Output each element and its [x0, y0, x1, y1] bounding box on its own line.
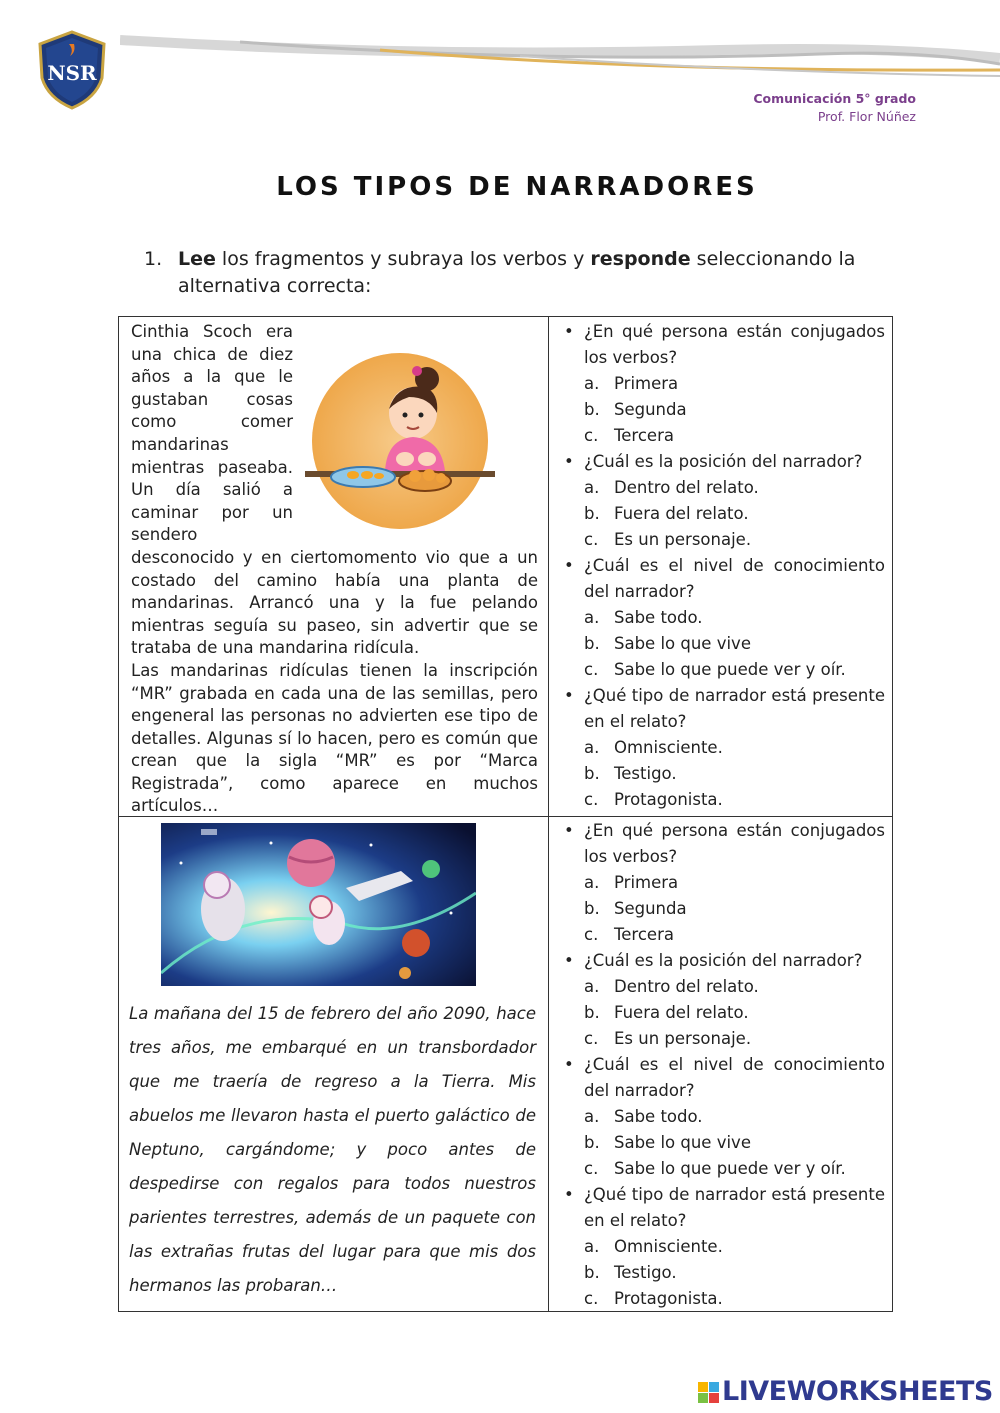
questions-fragment-2	[560, 818, 885, 1312]
space-astronauts-illustration	[161, 823, 476, 986]
school-logo	[36, 30, 108, 110]
bullet-icon: •	[564, 686, 574, 705]
question-text: ¿Cuál es la posición del narrador?	[584, 951, 863, 970]
option-text: Dentro del relato.	[614, 478, 759, 497]
option-text: Tercera	[614, 925, 674, 944]
option-text: Sabe lo que puede ver y oír.	[614, 660, 846, 679]
option-letter: b.	[584, 400, 600, 419]
answer-option[interactable]	[560, 397, 885, 423]
instruction-bold-responde: responde	[590, 248, 691, 270]
question-text: ¿Cuál es el nivel de conocimiento del narrador?	[584, 1055, 885, 1100]
answer-option[interactable]	[560, 527, 885, 553]
questions-fragment-1	[560, 319, 885, 813]
answer-option[interactable]	[560, 735, 885, 761]
option-text: Dentro del relato.	[614, 977, 759, 996]
option-text: Sabe lo que vive	[614, 1133, 751, 1152]
option-letter: b.	[584, 764, 600, 783]
worksheet-table	[118, 316, 893, 1312]
bullet-icon: •	[564, 1055, 574, 1074]
course-teacher: Prof. Flor Núñez	[817, 109, 916, 124]
answer-option[interactable]	[560, 974, 885, 1000]
question	[560, 683, 885, 735]
instruction	[144, 246, 874, 300]
option-text: Tercera	[614, 426, 674, 445]
option-letter: c.	[584, 925, 599, 944]
instruction-number: 1.	[144, 248, 163, 270]
bullet-icon: •	[564, 322, 574, 341]
answer-option[interactable]	[560, 1130, 885, 1156]
answer-option[interactable]	[560, 1026, 885, 1052]
question-text: ¿Cuál es el nivel de conocimiento del narrador?	[584, 556, 885, 601]
option-letter: a.	[584, 478, 600, 497]
header-swoosh	[120, 20, 1000, 90]
option-letter: a.	[584, 873, 600, 892]
question	[560, 818, 885, 870]
option-text: Omnisciente.	[614, 1237, 723, 1256]
option-letter: a.	[584, 608, 600, 627]
question-text: ¿Qué tipo de narrador está presente en el relato?	[584, 1185, 885, 1230]
option-letter: a.	[584, 977, 600, 996]
option-text: Fuera del relato.	[614, 1003, 749, 1022]
option-text: Primera	[614, 374, 679, 393]
answer-option[interactable]	[560, 475, 885, 501]
option-letter: a.	[584, 1107, 600, 1126]
answer-option[interactable]	[560, 371, 885, 397]
answer-option[interactable]	[560, 896, 885, 922]
liveworksheets-brand: LIVEWORKSHEETS	[722, 1376, 993, 1407]
option-letter: c.	[584, 790, 599, 809]
fragment-2-text: La mañana del 15 de febrero del año 2090, hace tres años, me embarqué en un transbordador que me traería de regreso a la Tierra. Mis abuelos me llevaron hasta el puerto galáctico de Neptuno, cargándome; y poco antes de despedirse con regalos para todos nuestros parientes terrestres, además de un paquete con las extrañas frutas del lugar para que mis dos hermanos las probaran…	[129, 1004, 536, 1295]
question	[560, 449, 885, 475]
option-text: Es un personaje.	[614, 530, 752, 549]
course-subject: Comunicación 5° grado	[753, 91, 916, 106]
course-info	[753, 90, 916, 126]
question-text: ¿En qué persona están conjugados los verbos?	[584, 821, 885, 866]
answer-option[interactable]	[560, 922, 885, 948]
option-text: Segunda	[614, 400, 687, 419]
answer-option[interactable]	[560, 1260, 885, 1286]
answer-option[interactable]	[560, 501, 885, 527]
option-letter: c.	[584, 530, 599, 549]
question-text: ¿Cuál es la posición del narrador?	[584, 452, 863, 471]
answer-option[interactable]	[560, 870, 885, 896]
option-text: Sabe lo que puede ver y oír.	[614, 1159, 846, 1178]
bullet-icon: •	[564, 452, 574, 471]
bullet-icon: •	[564, 951, 574, 970]
answer-option[interactable]	[560, 761, 885, 787]
column-divider	[548, 317, 549, 1311]
question	[560, 319, 885, 371]
option-text: Es un personaje.	[614, 1029, 752, 1048]
answer-option[interactable]	[560, 657, 885, 683]
option-text: Fuera del relato.	[614, 504, 749, 523]
girl-eating-illustration	[305, 331, 495, 531]
option-text: Testigo.	[614, 1263, 677, 1282]
question	[560, 1052, 885, 1104]
option-text: Protagonista.	[614, 790, 723, 809]
option-text: Sabe lo que vive	[614, 634, 751, 653]
option-letter: c.	[584, 1289, 599, 1308]
question	[560, 948, 885, 974]
option-text: Protagonista.	[614, 1289, 723, 1308]
question	[560, 553, 885, 605]
answer-option[interactable]	[560, 631, 885, 657]
option-text: Testigo.	[614, 764, 677, 783]
answer-option[interactable]	[560, 1156, 885, 1182]
option-letter: c.	[584, 426, 599, 445]
option-letter: b.	[584, 899, 600, 918]
answer-option[interactable]	[560, 1286, 885, 1312]
option-letter: a.	[584, 1237, 600, 1256]
question	[560, 1182, 885, 1234]
option-letter: c.	[584, 660, 599, 679]
answer-option[interactable]	[560, 605, 885, 631]
fragment-1-paragraph-2: Las mandarinas ridículas tienen la inscripción “MR” grabada en cada una de las semillas, pero engeneral las personas no advierten ese tipo de detalles. Algunas sí lo hacen, pero es común que crean que la sigla “MR” es por “Marca Registrada”, como aparece en muchos artículos…	[131, 660, 538, 816]
option-text: Segunda	[614, 899, 687, 918]
option-letter: b.	[584, 634, 600, 653]
answer-option[interactable]	[560, 1234, 885, 1260]
option-letter: b.	[584, 504, 600, 523]
option-letter: b.	[584, 1003, 600, 1022]
bullet-icon: •	[564, 556, 574, 575]
option-letter: c.	[584, 1159, 599, 1178]
question-text: ¿En qué persona están conjugados los verbos?	[584, 322, 885, 367]
bullet-icon: •	[564, 821, 574, 840]
svg-text:NSR: NSR	[47, 61, 97, 85]
option-letter: c.	[584, 1029, 599, 1048]
instruction-bold-lee: Lee	[178, 248, 216, 270]
page-title: LOS TIPOS DE NARRADORES	[276, 172, 758, 202]
option-text: Sabe todo.	[614, 608, 703, 627]
answer-option[interactable]	[560, 787, 885, 813]
answer-option[interactable]	[560, 1104, 885, 1130]
question-text: ¿Qué tipo de narrador está presente en el relato?	[584, 686, 885, 731]
option-letter: a.	[584, 374, 600, 393]
instruction-text-2: seleccionando la alternativa correcta:	[178, 248, 856, 297]
option-text: Omnisciente.	[614, 738, 723, 757]
bullet-icon: •	[564, 1185, 574, 1204]
option-letter: a.	[584, 738, 600, 757]
option-letter: b.	[584, 1263, 600, 1282]
option-letter: b.	[584, 1133, 600, 1152]
fragment-1-paragraph-1: Cinthia Scoch era una chica de diez años a la que le gustaban cosas como comer mandarinas mientras paseaba. Un día salió a caminar por un sendero desconocido y en ciertomomento vio que a un costado del camino había una planta de mandarinas. Arrancó una y la fue pelando mientras seguía su paseo, sin advertir que se trataba de una mandarina ridícula.	[131, 322, 538, 658]
instruction-text-1: los fragmentos y subraya los verbos y	[215, 248, 591, 270]
option-text: Primera	[614, 873, 679, 892]
answer-option[interactable]	[560, 423, 885, 449]
option-text: Sabe todo.	[614, 1107, 703, 1126]
answer-option[interactable]	[560, 1000, 885, 1026]
